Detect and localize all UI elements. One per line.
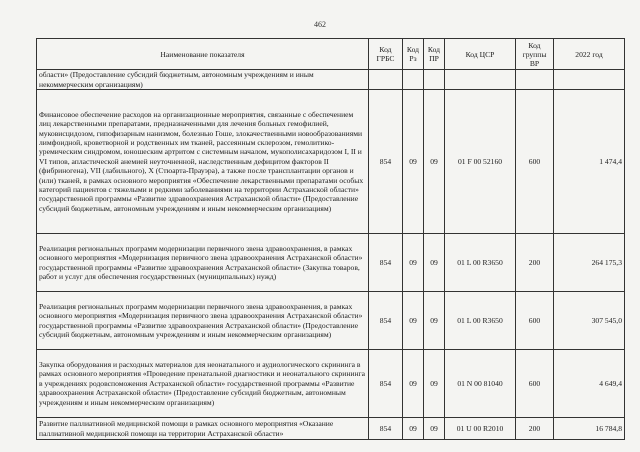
header-year: 2022 год xyxy=(554,39,625,70)
row-name: Финансовое обеспечение расходов на организационные мероприятия, связанные с обеспечением лиц лекарственными препаратами, предназначенными для лечения больных гемофилией, муковисцидозом, гипофизарным нанизмом, болезнью Гоше, злокачественными новообразованиями лимфоидной, кроветворной и родственных им тканей, рассеянным склерозом, гемолитико-уремическим синдромом, юношеским артритом с системным началом, мукополисахаридозом I, II и VI типов, апластической анемией неуточненной, наследственным дефицитом факторов II (фибриногена), VII (лабильного), X (Стюарта-Прауэра), а также после трансплантации органов и (или) тканей, в рамках основного мероприятия «Обеспечение лекарственными препаратами особых категорий пациентов с тяжелыми и редкими заболеваниями на территории Астраханской области» государственной программы «Развитие здравоохранения Астраханской области» (Предоставление субсидий бюджетным, автономным учреждениям и иным некоммерческим организациям) xyxy=(37,90,369,234)
row-rz: 09 xyxy=(403,234,424,292)
row-name: Закупка оборудования и расходных материалов для неонатального и аудиологического скрининга в рамках основного мероприятия «Проведение пренатальной диагностики и неонатального скрининга в учреждениях родовспоможения Астраханской области» государственной программы «Развитие здравоохранения Астраханской области» (Предоставление субсидий бюджетным, автономным учреждениям и иным некоммерческим организациям) xyxy=(37,350,369,418)
table-row xyxy=(37,70,625,90)
row-csr: 01 F 00 52160 xyxy=(445,90,516,234)
row-grbs: 854 xyxy=(369,292,403,350)
row-sum: 16 784,8 xyxy=(554,418,625,440)
row-rz: 09 xyxy=(403,292,424,350)
row-rz: 09 xyxy=(403,418,424,440)
table-row xyxy=(37,234,625,292)
row-vr xyxy=(516,70,554,90)
row-csr: 01 L 00 R3650 xyxy=(445,234,516,292)
table-row xyxy=(37,90,625,234)
row-vr: 600 xyxy=(516,90,554,234)
header-row xyxy=(37,39,625,70)
row-name: области» (Предоставление субсидий бюджетным, автономным учреждениям и иным некоммерческим организациям) xyxy=(37,70,369,90)
row-pr: 09 xyxy=(424,418,445,440)
row-name: Реализация региональных программ модернизации первичного звена здравоохранения, в рамках основного мероприятия «Модернизация первичного звена здравоохранения Астраханской области» государственной программы «Развитие здравоохранения Астраханской области» (Закупка товаров, работ и услуг для обеспечения государственных (муниципальных) нужд) xyxy=(37,234,369,292)
row-grbs: 854 xyxy=(369,234,403,292)
table-row xyxy=(37,292,625,350)
row-vr: 200 xyxy=(516,234,554,292)
table-row xyxy=(37,350,625,418)
row-vr: 200 xyxy=(516,418,554,440)
row-grbs: 854 xyxy=(369,90,403,234)
row-grbs: 854 xyxy=(369,418,403,440)
row-pr: 09 xyxy=(424,90,445,234)
row-sum: 4 649,4 xyxy=(554,350,625,418)
row-pr: 09 xyxy=(424,234,445,292)
row-rz xyxy=(403,70,424,90)
header-grbs: Код ГРБС xyxy=(369,39,403,70)
row-vr: 600 xyxy=(516,292,554,350)
row-name: Реализация региональных программ модернизации первичного звена здравоохранения, в рамках основного мероприятия «Модернизация первичного звена здравоохранения Астраханской области» государственной программы «Развитие здравоохранения Астраханской области» (Предоставление субсидий бюджетным, автономным учреждениям и иным некоммерческим организациям) xyxy=(37,292,369,350)
row-pr xyxy=(424,70,445,90)
table-row xyxy=(37,418,625,440)
row-pr: 09 xyxy=(424,350,445,418)
row-rz: 09 xyxy=(403,350,424,418)
header-csr: Код ЦСР xyxy=(445,39,516,70)
row-sum: 1 474,4 xyxy=(554,90,625,234)
row-csr: 01 L 00 R3650 xyxy=(445,292,516,350)
row-sum: 264 175,3 xyxy=(554,234,625,292)
row-sum xyxy=(554,70,625,90)
row-csr: 01 N 00 81040 xyxy=(445,350,516,418)
row-rz: 09 xyxy=(403,90,424,234)
header-pr: Код ПР xyxy=(424,39,445,70)
page-number: 462 xyxy=(314,20,326,29)
header-name: Наименование показателя xyxy=(37,39,369,70)
row-vr: 600 xyxy=(516,350,554,418)
header-rz: Код Рз xyxy=(403,39,424,70)
header-vr: Код группы ВР xyxy=(516,39,554,70)
row-grbs: 854 xyxy=(369,350,403,418)
row-pr: 09 xyxy=(424,292,445,350)
row-csr: 01 U 00 R2010 xyxy=(445,418,516,440)
budget-table xyxy=(36,38,625,440)
row-csr xyxy=(445,70,516,90)
row-name: Развитие паллиативной медицинской помощи в рамках основного мероприятия «Оказание паллиативной медицинской помощи на территории Астраханской области» xyxy=(37,418,369,440)
row-grbs xyxy=(369,70,403,90)
row-sum: 307 545,0 xyxy=(554,292,625,350)
